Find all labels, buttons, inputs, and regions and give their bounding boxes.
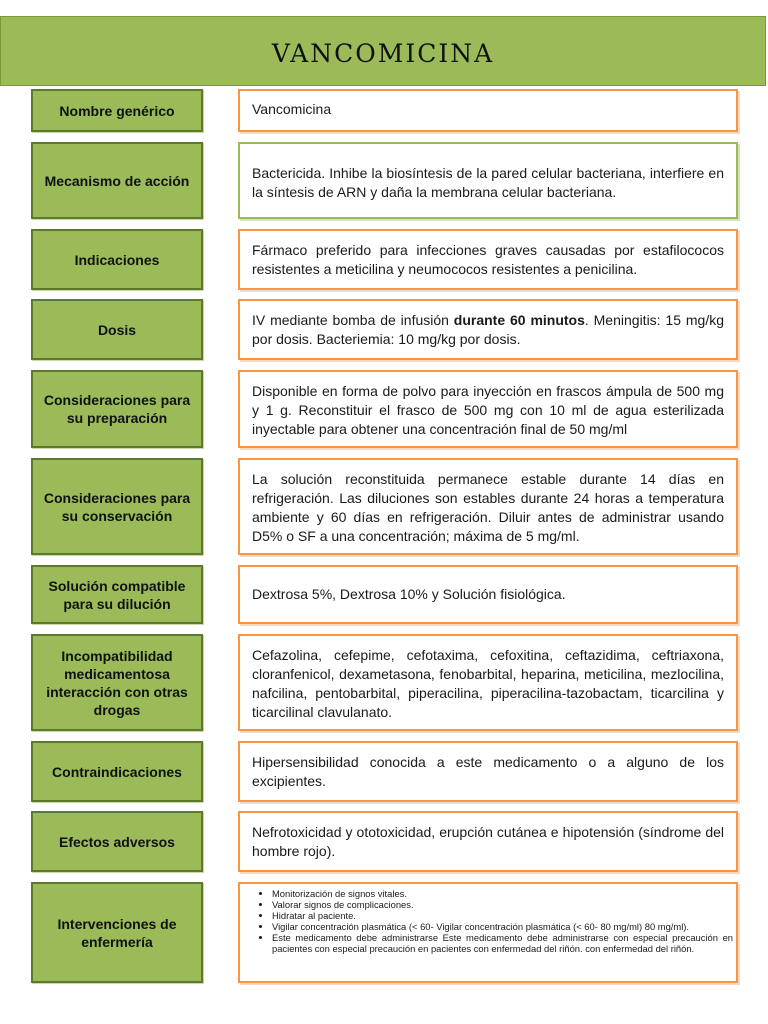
value-conservacion: La solución reconstituida permanece estable durante 14 días en refrigeración. Las diluciones son estables durante 24 horas a temperatura ambiente y 60 días en refrigeración. Diluir antes de administrar usando D5% o SF a una concentración; máxima de 5 mg/ml. xyxy=(238,458,738,555)
dosis-text-before: IV mediante bomba de infusión xyxy=(252,312,454,328)
list-item: • Valorar signos de complicaciones. xyxy=(272,899,733,910)
value-incompatibilidad: Cefazolina, cefepime, cefotaxima, cefoxitina, ceftazidima, ceftriaxona, cloranfenicol, dexametasona, fenobarbital, heparina, meticilina, mezlocilina, nafcilina, pentobarbital, piperacilina, piperacilina-tazobactam, ticarcilina y ticarcilinal clavulanato. xyxy=(238,634,738,731)
label-dosis: Dosis xyxy=(31,299,203,360)
page-title: VANCOMICINA xyxy=(271,38,495,68)
label-indicaciones: Indicaciones xyxy=(31,229,203,290)
list-item: • Hidratar al paciente. xyxy=(272,910,733,921)
value-dilucion xyxy=(238,565,738,624)
value-dosis xyxy=(238,299,738,360)
value-contraindicaciones: Hipersensibilidad conocida a este medicamento o a alguno de los excipientes. xyxy=(238,741,738,802)
list-item: • Vigilar concentración plasmática (< 60- Vigilar concentración plasmática (< 60- 80 mg/ml) 80 mg/ml). xyxy=(272,921,733,932)
list-item: • Este medicamento debe administrarse Este medicamento debe administrarse con especial precaución en pacientes con especial precaución en pacientes con enfermedad del riñón. con enfermedad del riñón. xyxy=(272,932,733,954)
label-efectos-adversos: Efectos adversos xyxy=(31,811,203,872)
value-indicaciones: Fármaco preferido para infecciones graves causadas por estafilococos resistentes a meticilina y neumococos resistentes a penicilina. xyxy=(238,229,738,290)
label-nombre-generico: Nombre genérico xyxy=(31,89,203,132)
value-text: Vancomicina xyxy=(252,101,332,117)
value-text: Dextrosa 5%, Dextrosa 10% y Solución fisiológica. xyxy=(252,586,566,602)
dosis-text-after: . Meningitis: 15 mg/kg por dosis. Bacteriemia: 10 mg/kg por dosis. xyxy=(252,312,724,347)
label-preparacion: Consideraciones para su preparación xyxy=(31,370,203,448)
label-contraindicaciones: Contraindicaciones xyxy=(31,741,203,802)
label-mecanismo-accion: Mecanismo de acción xyxy=(31,142,203,219)
value-nombre-generico xyxy=(238,89,738,132)
value-efectos-adversos: Nefrotoxicidad y ototoxicidad, erupción cutánea e hipotensión (síndrome del hombre rojo). xyxy=(238,811,738,872)
value-mecanismo-accion: Bactericida. Inhibe la biosíntesis de la pared celular bacteriana, interfiere en la síntesis de ARN y daña la membrana celular bacteriana. xyxy=(238,142,738,219)
label-conservacion: Consideraciones para su conservación xyxy=(31,458,203,555)
intervenciones-list xyxy=(242,888,733,954)
value-intervenciones xyxy=(238,882,738,983)
list-item: • Monitorización de signos vitales. xyxy=(272,888,733,899)
value-preparacion: Disponible en forma de polvo para inyección en frascos ámpula de 500 mg y 1 g. Reconstituir el frasco de 500 mg con 10 ml de agua esterilizada inyectable para obtener una concentración final de 50 mg/ml xyxy=(238,370,738,448)
label-intervenciones: Intervenciones de enfermería xyxy=(31,882,203,983)
label-dilucion: Solución compatible para su dilución xyxy=(31,565,203,624)
title-banner xyxy=(0,16,766,86)
dosis-text-bold: durante 60 minutos xyxy=(453,312,585,328)
label-incompatibilidad: Incompatibilidad medicamentosa interacción con otras drogas xyxy=(31,634,203,731)
